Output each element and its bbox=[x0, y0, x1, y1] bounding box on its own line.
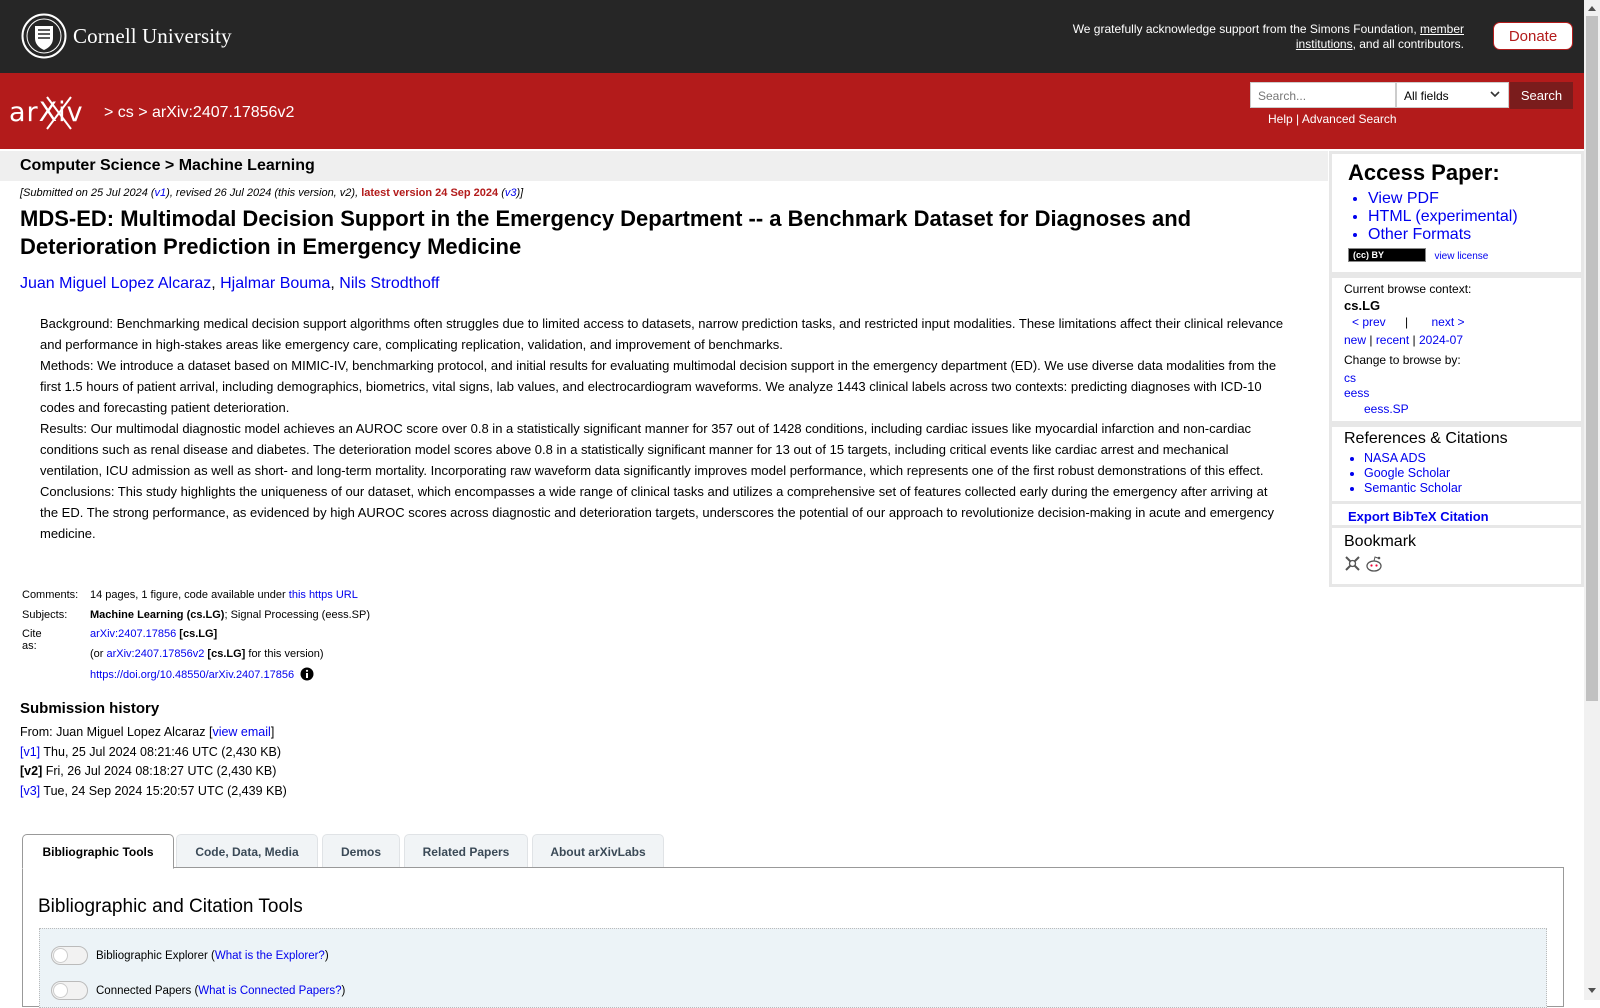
version-link-v3[interactable]: [v3] bbox=[20, 783, 41, 798]
connected-papers-help-link[interactable]: What is Connected Papers? bbox=[198, 984, 342, 997]
semantic-scholar-link[interactable]: • Semantic Scholar bbox=[1364, 481, 1581, 496]
cite-version-link[interactable]: arXiv:2407.17856v2 bbox=[106, 647, 205, 660]
search-field-value: All fields bbox=[1404, 89, 1449, 103]
tab-code-data-media[interactable]: Code, Data, Media bbox=[176, 834, 318, 868]
search-links: Help | Advanced Search bbox=[1268, 112, 1397, 126]
help-link[interactable]: Help bbox=[1268, 112, 1293, 126]
view-license-link[interactable]: view license bbox=[1434, 251, 1489, 262]
submission-history-title: Submission history bbox=[20, 700, 160, 717]
bookmark-icons bbox=[1344, 555, 1581, 577]
other-formats-link[interactable]: • Other Formats bbox=[1368, 226, 1581, 244]
cornell-header bbox=[0, 0, 1584, 73]
explorer-toggle-row: Bibliographic Explorer ( What is the Explorer? ) bbox=[51, 946, 329, 965]
bookmark-title: Bookmark bbox=[1344, 533, 1417, 550]
category-header bbox=[0, 151, 1328, 181]
export-box bbox=[1329, 501, 1584, 528]
category-path: Computer Science > Machine Learning bbox=[20, 157, 315, 174]
abstract-methods: Methods: We introduce a dataset based on MIMIC-IV, benchmarking protocol, and initial results for evaluating multimodal decision support in the emergency department (ED). We use diverse data modalities from the first 1.5 hours of patient arrival, including demographics, biometrics, vital signs, lab values, and electrocardiogram waveforms. We analyze 1443 clinical labels across two contexts: predicting diagnoses with ICD-10 codes and forecasting patient deterioration. bbox=[40, 358, 1277, 415]
access-links bbox=[1348, 190, 1581, 244]
explorer-help-link[interactable]: What is the Explorer? bbox=[214, 949, 325, 962]
subjects-label: Subjects: bbox=[22, 608, 68, 621]
advanced-search-link[interactable]: Advanced Search bbox=[1301, 112, 1397, 126]
change-browse-label: Change to browse by: bbox=[1344, 353, 1461, 367]
recent-link[interactable]: recent bbox=[1375, 332, 1410, 347]
v1-link[interactable]: v1 bbox=[154, 187, 167, 199]
version-entry: [v1] Thu, 25 Jul 2024 08:21:46 UTC (2,430 KB) bbox=[20, 744, 282, 759]
browse-cs-link[interactable]: cs bbox=[1344, 370, 1356, 385]
chevron-down-icon bbox=[1489, 88, 1501, 100]
author-link[interactable]: Hjalmar Bouma bbox=[220, 275, 331, 292]
university-name: Cornell University bbox=[73, 23, 232, 48]
search-button[interactable]: Search bbox=[1510, 82, 1573, 109]
access-paper-box bbox=[1329, 151, 1584, 275]
cc-license-badge[interactable]: (cc) BY bbox=[1348, 248, 1426, 262]
cite-id-link[interactable]: arXiv:2407.17856 bbox=[90, 628, 177, 640]
version-entry: [v2] Fri, 26 Jul 2024 08:18:27 UTC (2,430 KB) bbox=[20, 764, 277, 778]
export-bibtex-link[interactable]: Export BibTeX Citation bbox=[1348, 509, 1489, 524]
explorer-toggle[interactable] bbox=[51, 946, 88, 965]
html-link[interactable]: • HTML (experimental) bbox=[1368, 208, 1581, 226]
browse-eess-sp-link[interactable]: eess.SP bbox=[1364, 401, 1409, 416]
page-scrollbar[interactable] bbox=[1584, 0, 1600, 1000]
tools-title: Bibliographic and Citation Tools bbox=[38, 896, 303, 917]
toggle-knob bbox=[53, 948, 68, 963]
svg-text:arXiv: arXiv bbox=[9, 97, 84, 128]
donate-button[interactable]: Donate bbox=[1493, 22, 1573, 50]
arxiv-logo-icon[interactable] bbox=[9, 93, 101, 133]
browse-context-box bbox=[1329, 275, 1584, 424]
cornell-seal-icon bbox=[21, 13, 67, 59]
author-link[interactable]: Nils Strodthoff bbox=[339, 275, 440, 292]
abstract-conclusions: Conclusions: This study highlights the uniqueness of our dataset, which encompasses a wide range of clinical tasks and utilizes a comprehensive set of features collected early during the emergency after arriving at the ED. The strong performance, as evidenced by high AUROC scores across diagnostic and deterioration targets, underscores the potential of our approach to revolutionize decision-making in acute and emergency medicine. bbox=[40, 484, 1275, 541]
scrollbar-thumb[interactable] bbox=[1586, 16, 1598, 701]
browse-eess-link[interactable]: eess bbox=[1344, 386, 1370, 400]
nasa-ads-link[interactable]: • NASA ADS bbox=[1364, 451, 1581, 466]
prev-next-row: < prev | next > bbox=[1352, 315, 1465, 329]
abstract-results: Results: Our multimodal diagnostic model achieves an AUROC score over 0.8 in a statistically significant manner for 357 out of 1428 conditions, including cardiac issues like myocardial infarction and non-cardiac conditions such as renal disease and diabetes. The deterioration model scores above 0.8 in a statistically significant manner for 13 out of 15 targets, including critical events like cardiac arrest and mechanical ventilation, ICU admission as well as short- and long-term mortality. Incorporating raw waveform data significantly improves model performance, which represents one of the first robust demonstrations of this effect. bbox=[40, 421, 1264, 478]
scroll-up-arrow-icon[interactable] bbox=[1588, 6, 1596, 11]
version-link-v1[interactable]: [v1] bbox=[20, 744, 41, 759]
paper-title: MDS-ED: Multimodal Decision Support in the Emergency Department -- a Benchmark Dataset for Diagnoses and Deterioration Prediction in Emergency Medicine bbox=[20, 206, 1192, 259]
reddit-icon[interactable] bbox=[1365, 555, 1383, 572]
connected-papers-toggle[interactable] bbox=[51, 981, 88, 1000]
abstract-background: Background: Benchmarking medical decision support algorithms often struggles due to limited access to datasets, narrow prediction tasks, and restricted input modalities. These limitations affect their clinical relevance and performance in high-stakes areas like emergency care, complicating replication, validation, and improvement of benchmarks. bbox=[40, 316, 1284, 352]
cornell-logo[interactable] bbox=[21, 13, 232, 59]
submission-dateline: [Submitted on 25 Jul 2024 (v1), revised 26 Jul 2024 (this version, v2), latest version 24 Sep 2024 (v3)] bbox=[20, 187, 524, 199]
references-title: References & Citations bbox=[1344, 430, 1508, 447]
view-email-link[interactable]: view email bbox=[212, 725, 271, 739]
toggle-knob bbox=[53, 983, 68, 998]
author-link[interactable]: Juan Miguel Lopez Alcaraz bbox=[20, 275, 212, 292]
info-icon[interactable] bbox=[300, 667, 314, 681]
breadcrumb[interactable]: > cs > arXiv:2407.17856v2 bbox=[104, 104, 295, 121]
browse-context-value: cs.LG bbox=[1344, 297, 1381, 313]
new-link[interactable]: new bbox=[1344, 332, 1367, 347]
view-pdf-link[interactable]: • View PDF bbox=[1368, 190, 1581, 208]
scroll-down-arrow-icon[interactable] bbox=[1588, 988, 1596, 993]
google-scholar-link[interactable]: • Google Scholar bbox=[1364, 466, 1581, 481]
comments-label: Comments: bbox=[22, 589, 79, 601]
next-link[interactable]: next > bbox=[1431, 315, 1465, 329]
connected-papers-toggle-row: Connected Papers ( What is Connected Papers? ) bbox=[51, 981, 345, 1000]
tab-demos[interactable]: Demos bbox=[322, 834, 400, 868]
doi-link[interactable]: https://doi.org/10.48550/arXiv.2407.17856 bbox=[90, 669, 295, 681]
latest-version-note: latest version 24 Sep 2024 bbox=[361, 187, 499, 199]
acknowledgement: We gratefully acknowledge support from the Simons Foundation, member institutions, and all contributors. bbox=[1072, 22, 1464, 51]
code-url-link[interactable]: this https URL bbox=[288, 589, 358, 601]
access-paper-title: Access Paper: bbox=[1348, 160, 1500, 185]
cite-label: Cite as: bbox=[22, 628, 42, 652]
license-row bbox=[1348, 246, 1581, 264]
references-links bbox=[1344, 451, 1581, 496]
abstract bbox=[40, 313, 1285, 544]
search-input[interactable]: Search... bbox=[1250, 82, 1396, 108]
submission-history bbox=[20, 723, 287, 801]
references-box bbox=[1329, 424, 1584, 504]
version-entry: [v3] Tue, 24 Sep 2024 15:20:57 UTC (2,439 KB) bbox=[20, 783, 287, 798]
arxiv-header bbox=[0, 73, 1584, 149]
browse-context-label: Current browse context: bbox=[1344, 282, 1472, 296]
tab-related-papers[interactable]: Related Papers bbox=[404, 834, 528, 868]
search-field-select[interactable] bbox=[1396, 82, 1509, 108]
tab-bibliographic-tools[interactable]: Bibliographic Tools bbox=[22, 834, 174, 869]
prev-link[interactable]: < prev bbox=[1352, 315, 1386, 329]
member-institutions-link[interactable]: member institutions bbox=[1295, 22, 1464, 51]
from-line: From: Juan Miguel Lopez Alcaraz [view email] bbox=[20, 725, 275, 739]
bibsonomy-icon[interactable] bbox=[1344, 555, 1361, 572]
bookmark-box bbox=[1329, 525, 1584, 587]
listing-links: new | recent | 2024-07 bbox=[1344, 332, 1464, 347]
tab-about-arxivlabs[interactable]: About arXivLabs bbox=[532, 834, 664, 868]
version-current-v2: [v2] bbox=[20, 764, 43, 778]
v3-link[interactable]: v3 bbox=[504, 187, 517, 199]
author-list: Juan Miguel Lopez Alcaraz, Hjalmar Bouma, Nils Strodthoff bbox=[20, 275, 440, 292]
month-link[interactable]: 2024-07 bbox=[1418, 332, 1464, 347]
